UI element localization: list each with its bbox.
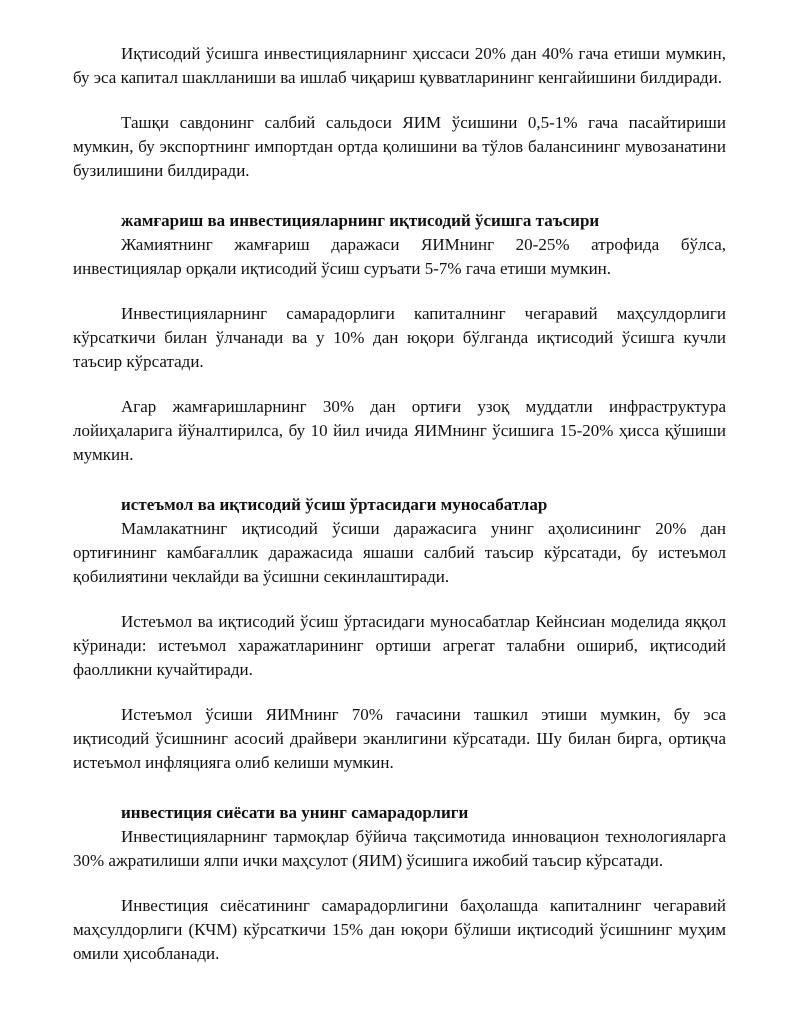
paragraph-marginal-productivity: Инвестиция сиёсатининг самарадорлигини баҳолашда капиталнинг чегаравий маҳсулдорлиги (КЧМ) кўрсаткичи 15% дан юқори бўлиши иқтисодий ўсишнинг муҳим омили ҳисобланади.: [73, 896, 726, 963]
section-heading-savings: жамғариш ва инвестицияларнинг иқтисодий ўсишга таъсири: [121, 211, 600, 230]
paragraph-savings-rate: Жамиятнинг жамғариш даражаси ЯИМнинг 20-25% атрофида бўлса, инвестициялар орқали иқтисодий ўсиш суръати 5-7% гача етиши мумкин.: [73, 235, 726, 278]
section-heading-consumption: истеъмол ва иқтисодий ўсиш ўртасидаги муносабатлар: [121, 495, 548, 514]
section-heading-investment-policy: инвестиция сиёсати ва унинг самарадорлиги: [121, 803, 469, 822]
paragraph-investment-share: Иқтисодий ўсишга инвестицияларнинг ҳиссаси 20% дан 40% гача етиши мумкин, бу эса капитал шаклланиши ва ишлаб чиқариш қувватларининг кенгайишини билдиради.: [73, 44, 726, 87]
document-page: [73, 42, 726, 966]
paragraph-investment-efficiency: Инвестицияларнинг самарадорлиги капиталнинг чегаравий маҳсулдорлиги кўрсаткичи билан ўлчанади ва у 10% дан юқори бўлганда иқтисодий ўсишга кучли таъсир кўрсатади.: [73, 304, 726, 371]
paragraph-consumption-growth: Истеъмол ўсиши ЯИМнинг 70% гачасини ташкил этиши мумкин, бу эса иқтисодий ўсишнинг асосий драйвери эканлигини кўрсатади. Шу билан бирга, ортиқча истеъмол инфляцияга олиб келиши мумкин.: [73, 705, 726, 772]
paragraph-innovation: Инвестицияларнинг тармоқлар бўйича тақсимотида инновацион технологияларга 30% ажратилиши ялпи ички маҳсулот (ЯИМ) ўсишига ижобий таъсир кўрсатади.: [73, 827, 726, 870]
paragraph-trade-balance: Ташқи савдонинг салбий сальдоси ЯИМ ўсишини 0,5-1% гача пасайтириши мумкин, бу экспортнинг импортдан ортда қолишини ва тўлов балансининг мувозанатини бузилишини билдиради.: [73, 113, 726, 180]
paragraph-infrastructure: Агар жамғаришларнинг 30% дан ортиғи узоқ муддатли инфраструктура лойиҳаларига йўналтирилса, бу 10 йил ичида ЯИМнинг ўсишига 15-20% ҳисса қўшиши мумкин.: [73, 397, 726, 464]
paragraph-keynesian: Истеъмол ва иқтисодий ўсиш ўртасидаги муносабатлар Кейнсиан моделида яққол кўринади: истеъмол харажатларининг ортиши агрегат талабни ошириб, иқтисодий фаолликни кучайтиради.: [73, 612, 726, 679]
paragraph-poverty: Мамлакатнинг иқтисодий ўсиши даражасига унинг аҳолисининг 20% дан ортиғининг камбағаллик даражасида яшаши салбий таъсир кўрсатади, бу истеъмол қобилиятини чеклайди ва ўсишни секинлаштиради.: [73, 519, 726, 586]
